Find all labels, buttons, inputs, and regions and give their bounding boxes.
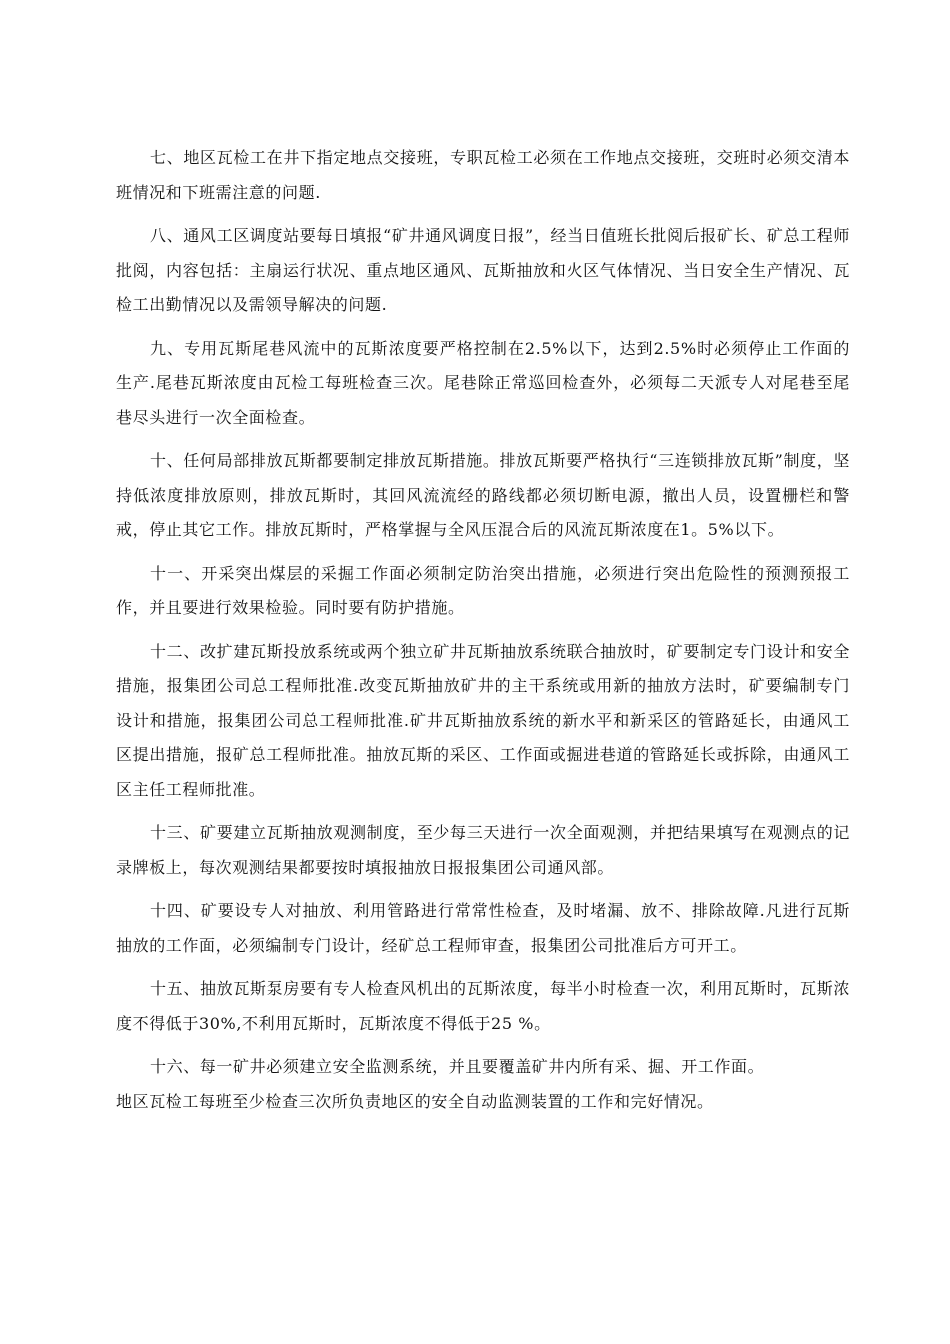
paragraph-15: 十五、抽放瓦斯泵房要有专人检查风机出的瓦斯浓度，每半小时检查一次，利用瓦斯时，瓦斯浓度不得低于30%,不利用瓦斯时，瓦斯浓度不得低于25 %。	[116, 979, 850, 1033]
paragraph-14: 十四、矿要设专人对抽放、利用管路进行常常性检查，及时堵漏、放不、排除故障.凡进行瓦斯抽放的工作面，必须编制专门设计，经矿总工程师审查，报集团公司批准后方可开工。	[116, 901, 850, 955]
paragraph-16: 十六、每一矿井必须建立安全监测系统，并且要覆盖矿井内所有采、掘、开工作面。	[150, 1057, 765, 1076]
paragraph-13: 十三、矿要建立瓦斯抽放观测制度，至少每三天进行一次全面观测，并把结果填写在观测点的记录牌板上，每次观测结果都要按时填报抽放日报报集团公司通风部。	[116, 823, 850, 877]
paragraph-12: 十二、改扩建瓦斯投放系统或两个独立矿井瓦斯抽放系统联合抽放时，矿要制定专门设计和安全措施，报集团公司总工程师批准.改变瓦斯抽放矿井的主干系统或用新的抽放方法时，矿要编制专门设计和措施，报集团公司总工程师批准.矿井瓦斯抽放系统的新水平和新采区的管路延长，由通风工区提出措施，报矿总工程师批准。抽放瓦斯的采区、工作面或掘进巷道的管路延长或拆除，由通风工区主任工程师批准。	[116, 641, 850, 799]
paragraph-10: 十、任何局部排放瓦斯都要制定排放瓦斯措施。排放瓦斯要严格执行“三连锁排放瓦斯”制度，坚持低浓度排放原则，排放瓦斯时，其回风流流经的路线都必须切断电源，撤出人员，设置栅栏和警戒，停止其它工作。排放瓦斯时，严格掌握与全风压混合后的风流瓦斯浓度在1。5%以下。	[116, 451, 850, 539]
trailing-line: 地区瓦检工每班至少检查三次所负责地区的安全自动监测装置的工作和完好情况。	[116, 1091, 714, 1111]
paragraph-8: 八、通风工区调度站要每日填报“矿井通风调度日报”，经当日值班长批阅后报矿长、矿总工程师批阅，内容包括：主扇运行状况、重点地区通风、瓦斯抽放和火区气体情况、当日安全生产情况、瓦检工出勤情况以及需领导解决的问题.	[116, 226, 850, 314]
document-body	[116, 141, 850, 1119]
paragraph-9: 九、专用瓦斯尾巷风流中的瓦斯浓度要严格控制在2.5%以下，达到2.5%时必须停止工作面的生产.尾巷瓦斯浓度由瓦检工每班检查三次。尾巷除正常巡回检查外，必须每二天派专人对尾巷至尾巷尽头进行一次全面检查。	[116, 338, 850, 427]
paragraph-7: 七、地区瓦检工在井下指定地点交接班，专职瓦检工必须在工作地点交接班，交班时必须交清本班情况和下班需注意的问题.	[116, 148, 850, 202]
paragraph-11: 十一、开采突出煤层的采掘工作面必须制定防治突出措施，必须进行突出危险性的预测预报工作，并且要进行效果检验。同时要有防护措施。	[116, 563, 850, 617]
